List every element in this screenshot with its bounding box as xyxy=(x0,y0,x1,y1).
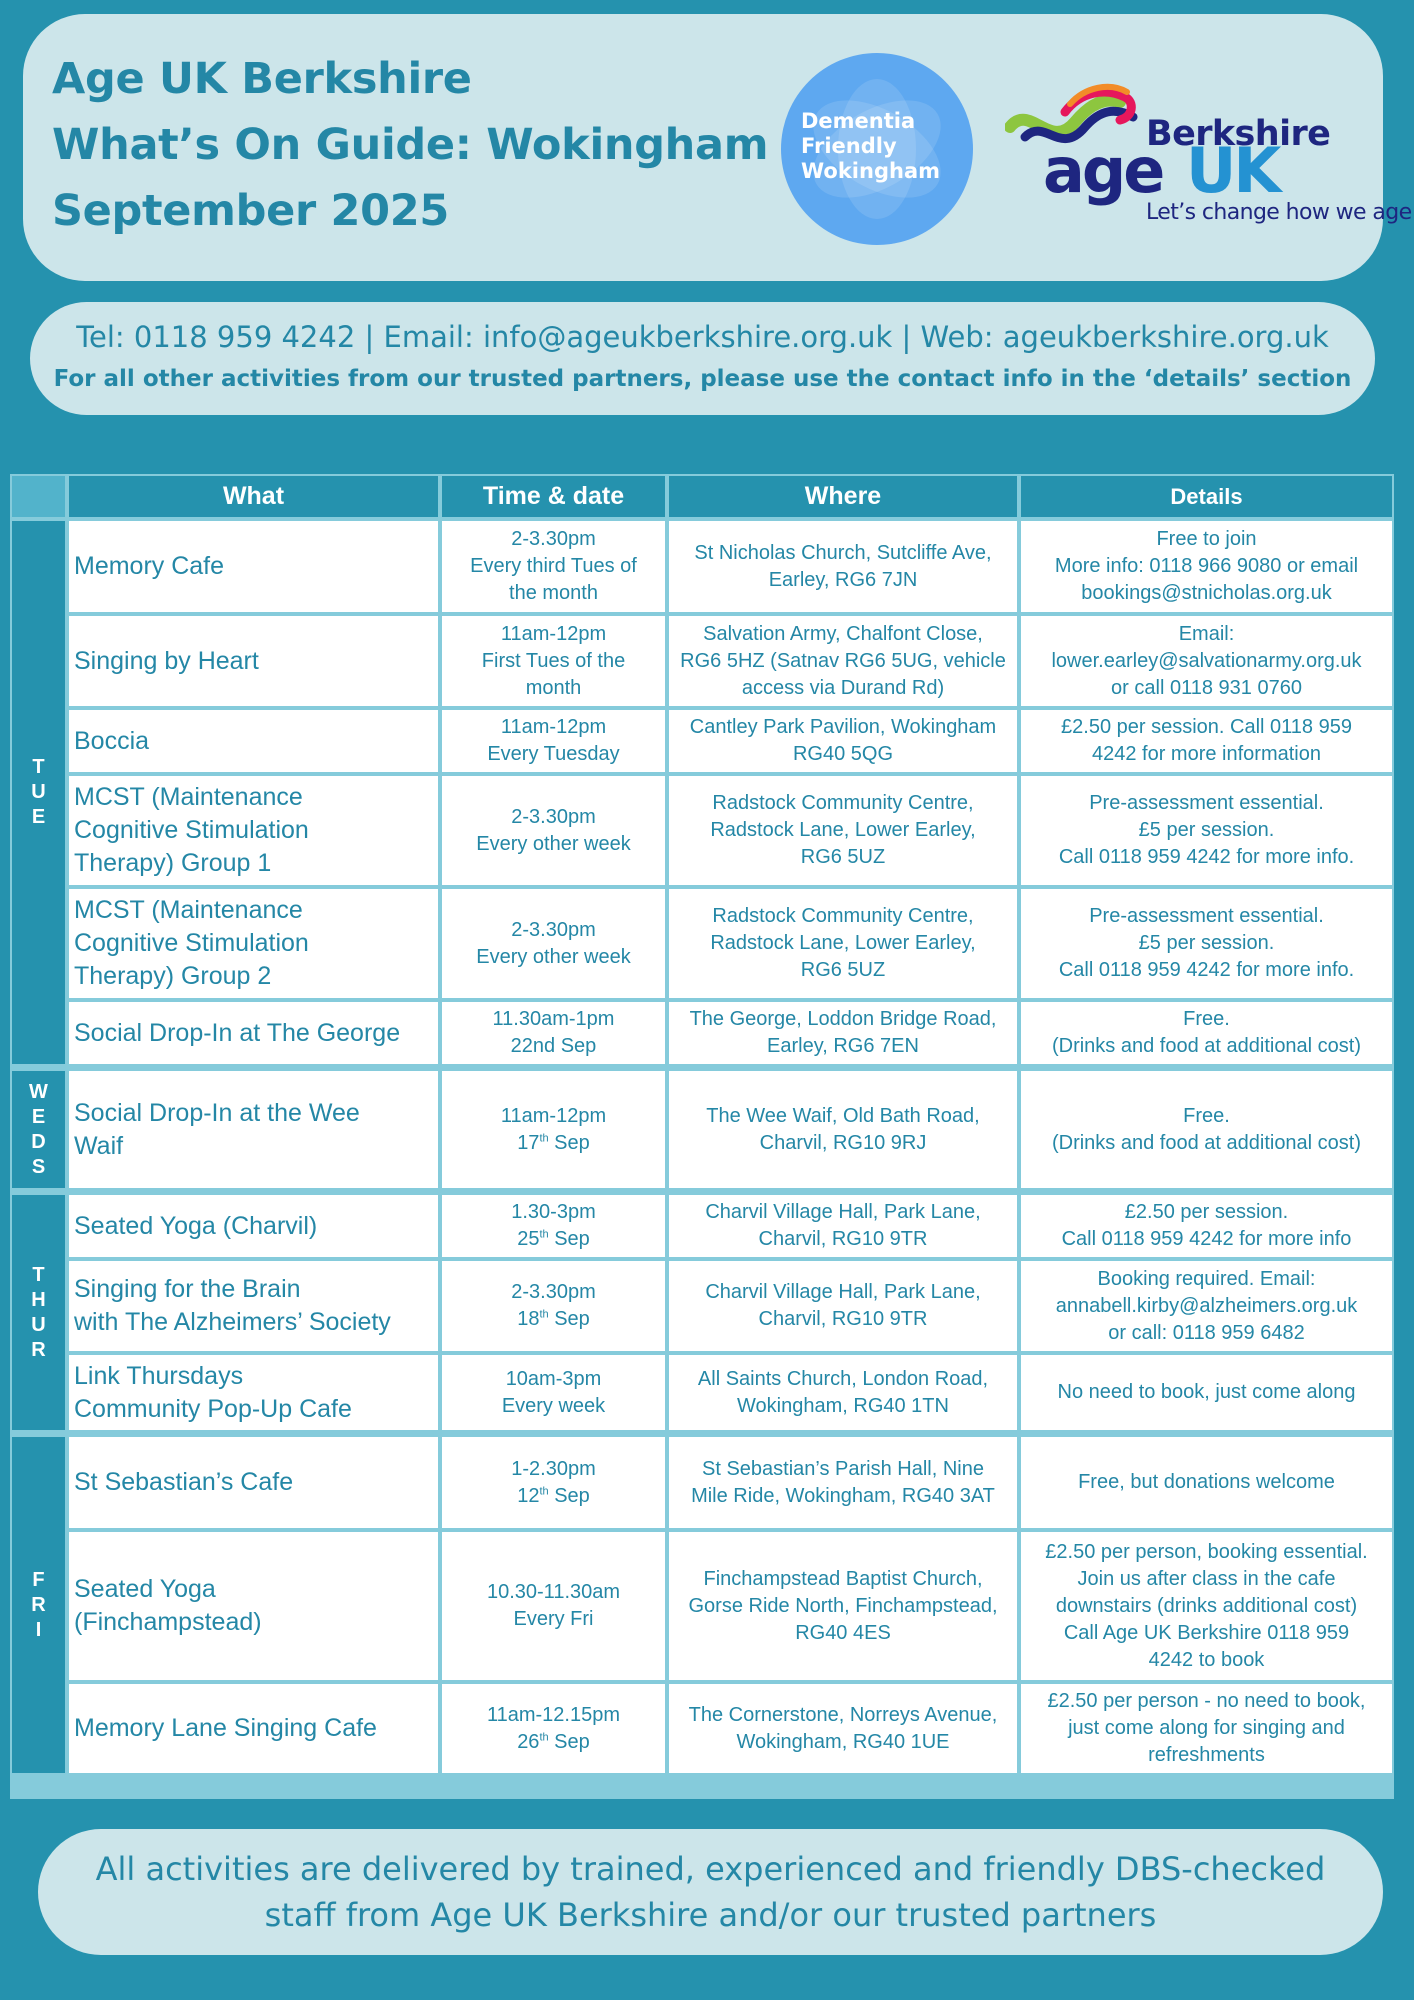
activity-time-date xyxy=(442,1684,665,1773)
cell-line: or call: 0118 959 6482 xyxy=(1108,1321,1305,1344)
cell-line: The Cornerstone, Norreys Avenue, xyxy=(688,1703,998,1726)
activity-details xyxy=(1021,1195,1392,1257)
cell-line: £2.50 per session. Call 0118 959 xyxy=(1061,716,1352,738)
activity-details xyxy=(1021,1684,1392,1773)
activity-time-date xyxy=(442,776,665,885)
cell-line: Call 0118 959 4242 for more info xyxy=(1061,1228,1352,1250)
activity-name xyxy=(69,521,438,612)
activity-details xyxy=(1021,1355,1392,1430)
table-header-time-date: Time & date xyxy=(442,476,665,517)
cell-line: Every other week xyxy=(476,832,631,855)
cell-line: (Finchampstead) xyxy=(74,1608,262,1636)
cell-line: Cognitive Stimulation xyxy=(74,929,309,957)
day-label xyxy=(12,1195,65,1430)
cell-line: Charvil, RG10 9TR xyxy=(758,1228,928,1250)
age-uk-wordmark-uk: UK xyxy=(1186,134,1279,207)
contact-card xyxy=(30,302,1375,415)
activity-details xyxy=(1021,616,1392,706)
cell-line: 26th Sep xyxy=(517,1730,590,1753)
activity-time-date xyxy=(442,1071,665,1188)
cell-line: just come along for singing and xyxy=(1068,1717,1345,1739)
day-letter: R xyxy=(31,1593,46,1616)
cell-line: downstairs (drinks additional cost) xyxy=(1055,1594,1358,1617)
day-letter: T xyxy=(32,756,45,778)
cell-line: 11am-12pm xyxy=(500,1104,607,1127)
activity-location xyxy=(669,616,1017,706)
cell-line: Call 0118 959 4242 for more info. xyxy=(1058,959,1355,981)
cell-line: The George, Loddon Bridge Road, xyxy=(689,1008,997,1030)
activity-time-date xyxy=(442,1355,665,1430)
activity-name xyxy=(69,776,438,885)
activity-details xyxy=(1021,1437,1392,1528)
cell-line: 10.30-11.30am xyxy=(486,1581,621,1603)
cell-line: More info: 0118 966 9080 or email xyxy=(1054,555,1359,577)
cell-line: No need to book, just come along xyxy=(1057,1381,1356,1403)
cell-line: 11.30am-1pm xyxy=(492,1008,615,1030)
table-header-what: What xyxy=(69,476,438,517)
cell-line: (Drinks and food at additional cost) xyxy=(1051,1131,1362,1154)
cell-line: MCST (Maintenance xyxy=(74,896,303,924)
activity-name xyxy=(69,710,438,772)
table-header-where: Where xyxy=(669,476,1017,517)
cell-line: 4242 for more information xyxy=(1091,743,1321,765)
cell-line: Every Fri xyxy=(513,1608,594,1630)
age-uk-tagline: Let’s change how we age xyxy=(1146,200,1412,225)
activity-details xyxy=(1021,1261,1392,1351)
activity-name xyxy=(69,616,438,706)
cell-line: St Sebastian’s Cafe xyxy=(74,1468,294,1496)
activity-details xyxy=(1021,776,1392,885)
activity-time-date xyxy=(442,889,665,998)
cell-line: Cantley Park Pavilion, Wokingham xyxy=(689,716,997,738)
cell-line: 18th Sep xyxy=(517,1308,590,1330)
cell-line: Every Tuesday xyxy=(487,743,620,765)
cell-line: Link Thursdays xyxy=(74,1361,244,1390)
cell-line: Call Age UK Berkshire 0118 959 xyxy=(1063,1621,1350,1644)
cell-line: Memory Lane Singing Cafe xyxy=(74,1714,377,1742)
cell-line: 2-3.30pm xyxy=(511,528,596,550)
cell-line: Boccia xyxy=(74,726,150,755)
activity-name xyxy=(69,889,438,998)
page-title-line-1: Age UK Berkshire xyxy=(52,54,472,104)
cell-line: Charvil, RG10 9RJ xyxy=(759,1131,927,1154)
page-title-line-3: September 2025 xyxy=(52,186,450,236)
cell-line: Seated Yoga (Charvil) xyxy=(74,1211,318,1240)
cell-line: (Drinks and food at additional cost) xyxy=(1051,1035,1362,1057)
cell-line: or call 0118 931 0760 xyxy=(1111,676,1302,699)
cell-line: Social Drop-In at The George xyxy=(74,1018,401,1047)
day-label xyxy=(12,1071,65,1188)
activity-location xyxy=(669,1355,1017,1430)
cell-line: RG6 5UZ xyxy=(800,959,886,981)
cell-line: 1-2.30pm xyxy=(511,1457,596,1480)
cell-line: Seated Yoga xyxy=(74,1575,216,1603)
cell-line: Pre-assessment essential. xyxy=(1089,905,1324,927)
cell-line: The Wee Waif, Old Bath Road, xyxy=(706,1104,980,1127)
cell-line: First Tues of the xyxy=(481,649,626,672)
cell-line: Every third Tues of xyxy=(470,555,637,577)
cell-line: month xyxy=(525,676,582,699)
dementia-logo-line-2: Friendly xyxy=(801,134,897,158)
cell-line: 25th Sep xyxy=(517,1228,590,1250)
day-letter: H xyxy=(31,1288,46,1311)
cell-line: lower.earley@salvationarmy.org.uk xyxy=(1051,649,1362,672)
cell-line: £5 per session. xyxy=(1138,819,1275,841)
cell-line: £5 per session. xyxy=(1138,932,1275,954)
partners-note: For all other activities from our trusted partners, please use the contact info in the ‘details’ section xyxy=(53,366,1352,392)
cell-line: 4242 to book xyxy=(1148,1648,1265,1671)
cell-line: Free, but donations welcome xyxy=(1078,1471,1335,1493)
day-letter: U xyxy=(31,1313,46,1336)
contact-info: Tel: 0118 959 4242 | Email: info@ageukberkshire.org.uk | Web: ageukberkshire.org.uk xyxy=(76,320,1329,354)
cell-line: Call 0118 959 4242 for more info. xyxy=(1058,846,1355,868)
age-uk-logo xyxy=(983,82,1412,232)
day-label xyxy=(12,521,65,1064)
cell-line: Earley, RG6 7JN xyxy=(768,568,918,591)
activity-details xyxy=(1021,521,1392,612)
cell-line: Email: xyxy=(1178,622,1235,645)
cell-line: with The Alzheimers’ Society xyxy=(74,1308,391,1336)
activity-details xyxy=(1021,1071,1392,1188)
activities-table xyxy=(10,474,1394,1799)
footer-card xyxy=(38,1829,1383,1955)
age-uk-wordmark-age: age xyxy=(1043,134,1163,207)
activity-time-date xyxy=(442,1195,665,1257)
activity-time-date xyxy=(442,1002,665,1064)
cell-line: Mile Ride, Wokingham, RG40 3AT xyxy=(691,1484,995,1507)
page-title-line-2: What’s On Guide: Wokingham xyxy=(52,120,769,170)
cell-line: Charvil, RG10 9TR xyxy=(758,1308,928,1330)
cell-line: £2.50 per session. xyxy=(1124,1201,1289,1223)
activity-location xyxy=(669,710,1017,772)
cell-line: Join us after class in the cafe xyxy=(1077,1567,1336,1590)
day-label xyxy=(12,1437,65,1773)
table-header-details: Details xyxy=(1021,476,1392,517)
day-letter: U xyxy=(31,781,46,803)
activity-name xyxy=(69,1532,438,1680)
activity-name xyxy=(69,1437,438,1528)
cell-line: Cognitive Stimulation xyxy=(74,816,309,844)
day-letter: T xyxy=(32,1263,45,1286)
cell-line: St Nicholas Church, Sutcliffe Ave, xyxy=(694,541,992,564)
activity-location xyxy=(669,521,1017,612)
activity-time-date xyxy=(442,710,665,772)
cell-line: £2.50 per person - no need to book, xyxy=(1047,1690,1366,1712)
cell-line: Memory Cafe xyxy=(74,552,225,580)
day-letter: F xyxy=(32,1568,45,1591)
cell-line: St Sebastian’s Parish Hall, Nine xyxy=(701,1457,984,1480)
activity-location xyxy=(669,1684,1017,1773)
activity-name xyxy=(69,1002,438,1064)
activity-location xyxy=(669,1532,1017,1680)
cell-line: 22nd Sep xyxy=(510,1035,597,1057)
cell-line: Therapy) Group 1 xyxy=(74,849,272,877)
cell-line: Community Pop-Up Cafe xyxy=(74,1394,352,1423)
cell-line: RG6 5HZ (Satnav RG6 5UG, vehicle xyxy=(680,649,1006,672)
activity-time-date xyxy=(442,616,665,706)
cell-line: MCST (Maintenance xyxy=(74,783,303,811)
dementia-logo-line-3: Wokingham xyxy=(801,159,940,183)
cell-line: Free. xyxy=(1183,1008,1230,1030)
cell-line: 12th Sep xyxy=(517,1484,590,1507)
cell-line: 2-3.30pm xyxy=(511,918,596,941)
cell-line: Radstock Lane, Lower Earley, xyxy=(710,932,976,954)
cell-line: RG6 5UZ xyxy=(800,846,886,868)
day-letter: E xyxy=(31,806,46,828)
activity-details xyxy=(1021,1532,1392,1680)
cell-line: Social Drop-In at the Wee xyxy=(74,1098,360,1127)
activity-location xyxy=(669,776,1017,885)
cell-line: Every other week xyxy=(476,945,631,968)
cell-line: RG40 5QG xyxy=(792,743,894,765)
day-letter: R xyxy=(31,1338,46,1361)
cell-line: 11am-12pm xyxy=(500,716,607,738)
cell-line: Salvation Army, Chalfont Close, xyxy=(703,622,983,645)
activity-time-date xyxy=(442,1532,665,1680)
activity-location xyxy=(669,1261,1017,1351)
cell-line: Radstock Lane, Lower Earley, xyxy=(710,819,976,841)
cell-line: 1.30-3pm xyxy=(511,1201,596,1223)
cell-line: refreshments xyxy=(1148,1744,1265,1766)
cell-line: Singing for the Brain xyxy=(74,1275,301,1303)
cell-line: Finchampstead Baptist Church, xyxy=(703,1567,983,1590)
cell-line: Charvil Village Hall, Park Lane, xyxy=(705,1201,981,1223)
day-letter: I xyxy=(35,1618,42,1641)
activity-name xyxy=(69,1195,438,1257)
day-letter: D xyxy=(31,1130,46,1153)
activity-location xyxy=(669,1071,1017,1188)
activity-time-date xyxy=(442,1437,665,1528)
activity-name xyxy=(69,1355,438,1430)
cell-line: Therapy) Group 2 xyxy=(74,962,272,990)
cell-line: Free to join xyxy=(1156,528,1257,550)
activity-name xyxy=(69,1261,438,1351)
cell-line: 11am-12pm xyxy=(500,622,607,645)
day-letter: E xyxy=(31,1105,46,1128)
cell-line: Radstock Community Centre, xyxy=(712,905,974,927)
day-letter: W xyxy=(29,1080,48,1103)
cell-line: bookings@stnicholas.org.uk xyxy=(1081,582,1332,604)
activity-location xyxy=(669,1437,1017,1528)
activity-time-date xyxy=(442,1261,665,1351)
cell-line: access via Durand Rd) xyxy=(741,676,945,699)
cell-line: 2-3.30pm xyxy=(511,1281,596,1303)
table-header-corner xyxy=(12,476,65,517)
activity-name xyxy=(69,1684,438,1773)
cell-line: Radstock Community Centre, xyxy=(712,792,974,814)
cell-line: £2.50 per person, booking essential. xyxy=(1045,1540,1368,1563)
dementia-logo-line-1: Dementia xyxy=(801,109,916,133)
cell-line: 2-3.30pm xyxy=(511,805,596,828)
cell-line: Pre-assessment essential. xyxy=(1089,792,1324,814)
cell-line: the month xyxy=(509,582,598,604)
header-card xyxy=(23,14,1412,281)
age-uk-region: Berkshire xyxy=(1146,114,1331,154)
activity-location xyxy=(669,889,1017,998)
footer-line-2: staff from Age UK Berkshire and/or our trusted partners xyxy=(264,1896,1157,1934)
activity-location xyxy=(669,1195,1017,1257)
cell-line: Booking required. Email: xyxy=(1097,1267,1316,1290)
cell-line: 11am-12.15pm xyxy=(486,1703,621,1726)
activity-name xyxy=(69,1071,438,1188)
cell-line: Waif xyxy=(74,1131,124,1160)
footer-line-1: All activities are delivered by trained, experienced and friendly DBS-checked xyxy=(95,1850,1326,1888)
cell-line: Wokingham, RG40 1TN xyxy=(737,1394,949,1417)
activity-details xyxy=(1021,710,1392,772)
cell-line: Earley, RG6 7EN xyxy=(767,1035,919,1057)
cell-line: RG40 4ES xyxy=(795,1621,891,1644)
cell-line: 17th Sep xyxy=(517,1131,590,1154)
cell-line: All Saints Church, London Road, xyxy=(697,1367,989,1390)
day-letter: S xyxy=(31,1155,46,1178)
activity-time-date xyxy=(442,521,665,612)
dementia-friendly-logo xyxy=(781,53,973,245)
cell-line: annabell.kirby@alzheimers.org.uk xyxy=(1055,1294,1358,1317)
cell-line: Free. xyxy=(1183,1104,1230,1127)
cell-line: Charvil Village Hall, Park Lane, xyxy=(705,1281,981,1303)
cell-line: 10am-3pm xyxy=(505,1367,602,1390)
activity-location xyxy=(669,1002,1017,1064)
cell-line: Wokingham, RG40 1UE xyxy=(736,1730,950,1753)
cell-line: Singing by Heart xyxy=(74,646,259,675)
activity-details xyxy=(1021,1002,1392,1064)
activity-details xyxy=(1021,889,1392,998)
cell-line: Gorse Ride North, Finchampstead, xyxy=(688,1594,998,1617)
cell-line: Every week xyxy=(501,1394,606,1417)
